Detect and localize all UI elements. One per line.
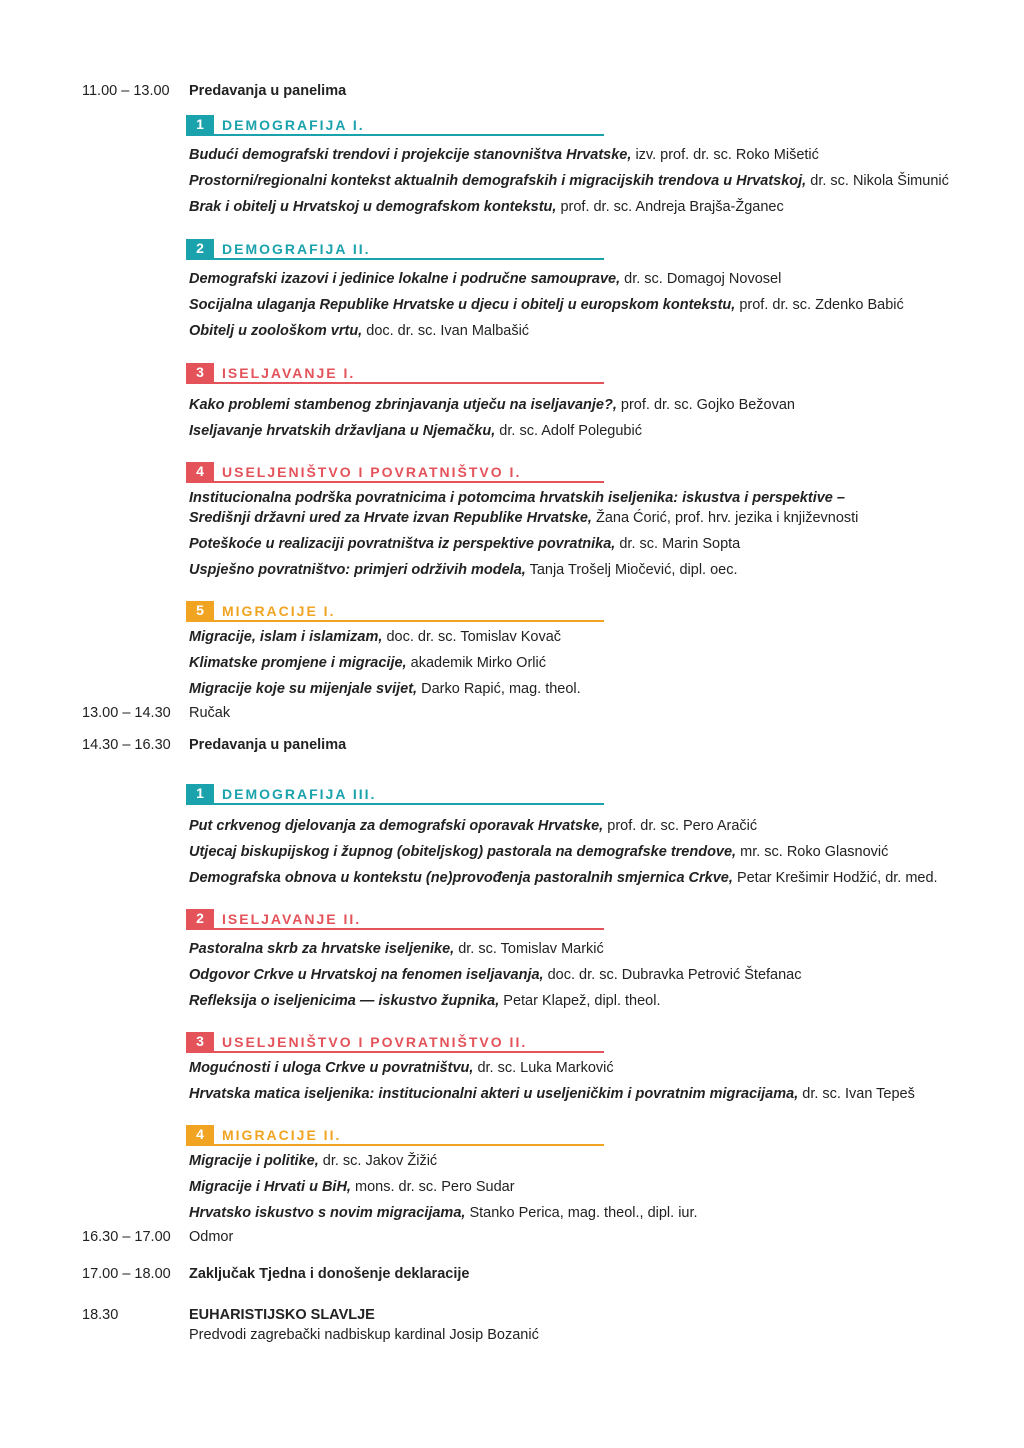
panel-number: 1 [186, 115, 214, 134]
lecture-title: Uspješno povratništvo: primjeri održivih modela, [189, 562, 526, 578]
lecture-author: dr. sc. Nikola Šimunić [810, 173, 949, 189]
lecture-title: Migracije i Hrvati u BiH, [189, 1179, 351, 1195]
panel-header [186, 1031, 604, 1053]
panel-header [186, 783, 604, 805]
lecture-title: Središnji državni ured za Hrvate izvan Republike Hrvatske, [189, 510, 592, 526]
lecture-item [189, 421, 642, 441]
panel-divider [186, 928, 604, 930]
lecture-title: Brak i obitelj u Hrvatskoj u demografskom kontekstu, [189, 199, 557, 215]
lecture-item [189, 1177, 515, 1197]
lecture-author: dr. sc. Ivan Tepeš [802, 1086, 915, 1102]
lecture-author: Petar Klapež, dipl. theol. [503, 993, 661, 1009]
conclusion-time: 17.00 – 18.00 [82, 1266, 171, 1282]
lecture-item [189, 1084, 915, 1104]
lecture-title: Hrvatsko iskustvo s novim migracijama, [189, 1205, 466, 1221]
panel-title: MIGRACIJE II. [222, 1127, 342, 1143]
lecture-author: dr. sc. Marin Sopta [619, 536, 741, 552]
lunch-time: 13.00 – 14.30 [82, 705, 171, 721]
panel-header [186, 362, 604, 384]
panel-number: 5 [186, 601, 214, 620]
lecture-item [189, 653, 546, 673]
panel-number: 4 [186, 462, 214, 481]
panel-title: MIGRACIJE I. [222, 603, 336, 619]
lecture-title: Klimatske promjene i migracije, [189, 655, 407, 671]
panel-divider [186, 134, 604, 136]
lunch-title: Ručak [189, 705, 231, 721]
lecture-item [189, 816, 757, 836]
lecture-title: Demografski izazovi i jedinice lokalne i područne samouprave, [189, 271, 621, 287]
lecture-author: Tanja Trošelj Miočević, dipl. oec. [529, 562, 738, 578]
lecture-title: Utjecaj biskupijskog i župnog (obiteljskog) pastorala na demografske trendove, [189, 844, 737, 860]
session-title: Predavanja u panelima [189, 83, 347, 99]
lecture-title: Obitelj u zoološkom vrtu, [189, 323, 363, 339]
lecture-author: dr. sc. Domagoj Novosel [624, 271, 782, 287]
lecture-item [189, 488, 845, 508]
mass-time: 18.30 [82, 1307, 119, 1323]
lecture-author: Petar Krešimir Hodžić, dr. med. [736, 870, 938, 886]
lecture-item [189, 508, 858, 528]
panel-number: 2 [186, 909, 214, 928]
lecture-author: dr. sc. Adolf Polegubić [499, 423, 642, 439]
panel-number: 3 [186, 1032, 214, 1051]
lecture-item [189, 560, 738, 580]
panel-number: 2 [186, 239, 214, 258]
panel-divider [186, 481, 604, 483]
panel-divider [186, 258, 604, 260]
lecture-title: Migracije, islam i islamizam, [189, 629, 383, 645]
lecture-author: dr. sc. Luka Marković [477, 1060, 614, 1076]
lecture-title: Kako problemi stambenog zbrinjavanja utječu na iseljavanje?, [189, 397, 617, 413]
panel-divider [186, 620, 604, 622]
lecture-author: akademik Mirko Orlić [410, 655, 546, 671]
mass-subtitle: Predvodi zagrebački nadbiskup kardinal Josip Bozanić [189, 1327, 539, 1343]
lecture-title: Demografska obnova u kontekstu (ne)provođenja pastoralnih smjernica Crkve, [189, 870, 733, 886]
lecture-item [189, 965, 801, 985]
lecture-title: Prostorni/regionalni kontekst aktualnih demografskih i migracijskih trendova u Hrvatskoj, [189, 173, 807, 189]
panel-header [186, 114, 604, 136]
panel-title: DEMOGRAFIJA III. [222, 786, 377, 802]
lecture-title: Hrvatska matica iseljenika: institucionalni akteri u useljeničkim i povratnim migracijama, [189, 1086, 799, 1102]
lecture-author: Žana Ćorić, prof. hrv. jezika i književnosti [595, 510, 859, 526]
panel-title: USELJENIŠTVO I POVRATNIŠTVO II. [222, 1034, 528, 1050]
lecture-item [189, 1151, 437, 1171]
lecture-author: doc. dr. sc. Ivan Malbašić [366, 323, 530, 339]
lecture-item [189, 145, 819, 165]
panel-title: ISELJAVANJE I. [222, 365, 356, 381]
panel-title: USELJENIŠTVO I POVRATNIŠTVO I. [222, 464, 522, 480]
lecture-item [189, 1058, 614, 1078]
session-time: 14.30 – 16.30 [82, 737, 171, 753]
lecture-item [189, 868, 938, 888]
lecture-item [189, 295, 904, 315]
lecture-author: prof. dr. sc. Andreja Brajša-Žganec [560, 199, 784, 215]
lecture-item [189, 171, 949, 191]
panel-header [186, 1124, 604, 1146]
panel-header [186, 238, 604, 260]
lecture-title: Socijalna ulaganja Republike Hrvatske u djecu i obitelj u europskom kontekstu, [189, 297, 736, 313]
panel-divider [186, 803, 604, 805]
lecture-title: Put crkvenog djelovanja za demografski oporavak Hrvatske, [189, 818, 604, 834]
panel-header [186, 908, 604, 930]
panel-divider [186, 1144, 604, 1146]
lecture-item [189, 1203, 698, 1223]
lecture-author: mr. sc. Roko Glasnović [740, 844, 889, 860]
lecture-title: Institucionalna podrška povratnicima i potomcima hrvatskih iseljenika: iskustva i perspektive – [189, 490, 845, 506]
session-time: 11.00 – 13.00 [82, 83, 170, 99]
panel-number: 4 [186, 1125, 214, 1144]
lecture-item [189, 395, 795, 415]
lecture-title: Refleksija o iseljenicima — iskustvo župnika, [189, 993, 500, 1009]
lecture-author: dr. sc. Jakov Žižić [322, 1153, 438, 1169]
lecture-item [189, 627, 561, 647]
lecture-title: Mogućnosti i uloga Crkve u povratništvu, [189, 1060, 474, 1076]
lecture-author: doc. dr. sc. Dubravka Petrović Štefanac [547, 967, 802, 983]
mass-title: EUHARISTIJSKO SLAVLJE [189, 1307, 375, 1323]
lecture-item [189, 842, 888, 862]
lecture-title: Odgovor Crkve u Hrvatskoj na fenomen iseljavanja, [189, 967, 544, 983]
panel-divider [186, 1051, 604, 1053]
panel-title: DEMOGRAFIJA II. [222, 241, 371, 257]
lecture-item [189, 321, 529, 341]
lecture-item [189, 679, 581, 699]
lecture-author: prof. dr. sc. Pero Aračić [607, 818, 758, 834]
lecture-title: Migracije koje su mijenjale svijet, [189, 681, 418, 697]
panel-header [186, 461, 604, 483]
panel-number: 3 [186, 363, 214, 382]
conclusion-title: Zaključak Tjedna i donošenje deklaracije [189, 1266, 470, 1282]
lecture-title: Pastoralna skrb za hrvatske iseljenike, [189, 941, 455, 957]
panel-number: 1 [186, 784, 214, 803]
lecture-author: Stanko Perica, mag. theol., dipl. iur. [469, 1205, 698, 1221]
panel-title: DEMOGRAFIJA I. [222, 117, 365, 133]
lecture-title: Migracije i politike, [189, 1153, 319, 1169]
lecture-item [189, 197, 784, 217]
lecture-author: izv. prof. dr. sc. Roko Mišetić [635, 147, 819, 163]
panel-title: ISELJAVANJE II. [222, 911, 362, 927]
lecture-title: Iseljavanje hrvatskih državljana u Njemačku, [189, 423, 496, 439]
session-title: Predavanja u panelima [189, 737, 347, 753]
lecture-item [189, 939, 604, 959]
lecture-item [189, 269, 781, 289]
lecture-author: Darko Rapić, mag. theol. [421, 681, 581, 697]
lecture-author: prof. dr. sc. Zdenko Babić [739, 297, 904, 313]
lecture-author: mons. dr. sc. Pero Sudar [355, 1179, 515, 1195]
lecture-item [189, 991, 660, 1011]
break-title: Odmor [189, 1229, 234, 1245]
panel-header [186, 600, 604, 622]
lecture-title: Poteškoće u realizaciji povratništva iz perspektive povratnika, [189, 536, 616, 552]
lecture-author: dr. sc. Tomislav Markić [458, 941, 604, 957]
lecture-item [189, 534, 740, 554]
break-time: 16.30 – 17.00 [82, 1229, 171, 1245]
lecture-author: prof. dr. sc. Gojko Bežovan [620, 397, 795, 413]
lecture-title: Budući demografski trendovi i projekcije stanovništva Hrvatske, [189, 147, 632, 163]
panel-divider [186, 382, 604, 384]
lecture-author: doc. dr. sc. Tomislav Kovač [386, 629, 562, 645]
